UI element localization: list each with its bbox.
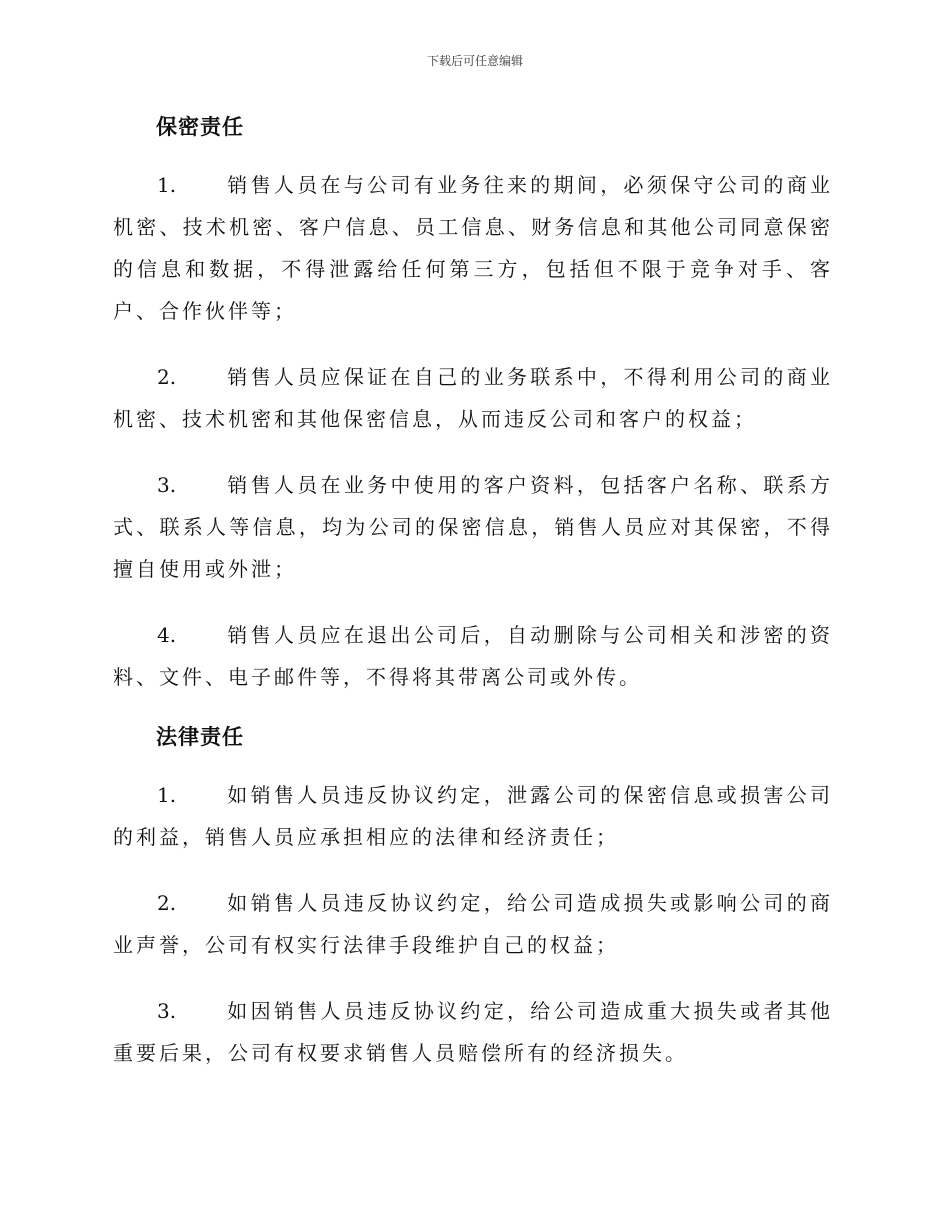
clause-number: 1. bbox=[157, 783, 177, 807]
clause-number: 1. bbox=[157, 173, 177, 197]
clause-number: 3. bbox=[157, 999, 177, 1023]
legal-clause-3 bbox=[113, 990, 833, 1074]
confidentiality-clause-2 bbox=[113, 356, 833, 440]
clause-number: 2. bbox=[157, 891, 177, 915]
clause-text: 如销售人员违反协议约定，泄露公司的保密信息或损害公司的利益，销售人员应承担相应的法律和经济责任； bbox=[113, 783, 833, 849]
section-heading-confidentiality: 保密责任 bbox=[156, 114, 244, 139]
clause-text: 如销售人员违反协议约定，给公司造成损失或影响公司的商业声誉，公司有权实行法律手段维护自己的权益； bbox=[113, 891, 833, 957]
confidentiality-clause-4 bbox=[113, 614, 833, 698]
clause-text: 销售人员应在退出公司后，自动删除与公司相关和涉密的资料、文件、电子邮件等，不得将其带离公司或外传。 bbox=[113, 623, 833, 689]
clause-text: 如因销售人员违反协议约定，给公司造成重大损失或者其他重要后果，公司有权要求销售人员赔偿所有的经济损失。 bbox=[113, 999, 833, 1065]
clause-text: 销售人员在与公司有业务往来的期间，必须保守公司的商业机密、技术机密、客户信息、员工信息、财务信息和其他公司同意保密的信息和数据，不得泄露给任何第三方，包括但不限于竞争对手、客户、合作伙伴等； bbox=[113, 173, 833, 323]
clause-text: 销售人员应保证在自己的业务联系中，不得利用公司的商业机密、技术机密和其他保密信息，从而违反公司和客户的权益； bbox=[113, 365, 833, 431]
clause-number: 4. bbox=[157, 623, 177, 647]
clause-number: 3. bbox=[157, 473, 177, 497]
section-heading-legal-liability: 法律责任 bbox=[156, 724, 244, 749]
legal-clause-2 bbox=[113, 882, 833, 966]
confidentiality-clause-3 bbox=[113, 464, 833, 590]
legal-clause-1 bbox=[113, 774, 833, 858]
clause-number: 2. bbox=[157, 365, 177, 389]
page-header: 下载后可任意编辑 bbox=[426, 54, 523, 68]
document-body bbox=[113, 112, 833, 1074]
clause-text: 销售人员在业务中使用的客户资料，包括客户名称、联系方式、联系人等信息，均为公司的保密信息，销售人员应对其保密，不得擅自使用或外泄； bbox=[113, 473, 833, 581]
confidentiality-clause-1 bbox=[113, 164, 833, 332]
